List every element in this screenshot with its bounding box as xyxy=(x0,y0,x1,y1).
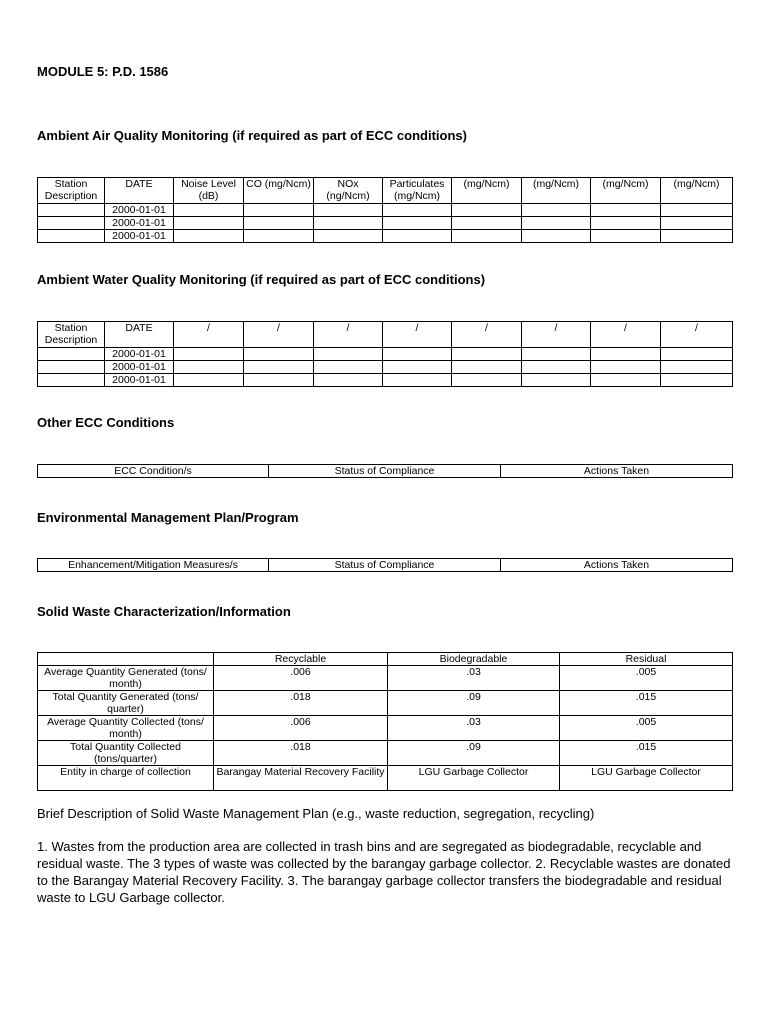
row-label: Total Quantity Generated (tons/ quarter) xyxy=(38,691,214,716)
residual-cell: LGU Garbage Collector xyxy=(560,766,733,791)
ecc-table xyxy=(37,464,733,478)
water-header-cell: / xyxy=(314,322,383,348)
water-header-cell: / xyxy=(452,322,522,348)
emp-header-row xyxy=(38,559,733,572)
ecc-header-row xyxy=(38,465,733,478)
water-quality-table xyxy=(37,321,733,387)
water-header-cell: DATE xyxy=(105,322,174,348)
air-header-cell: Station Description xyxy=(38,178,105,204)
table-row xyxy=(38,741,733,766)
waste-header-cell: Residual xyxy=(560,653,733,666)
air-quality-table xyxy=(37,177,733,243)
water-header-cell: / xyxy=(661,322,733,348)
table-row xyxy=(38,204,733,217)
row-label: Entity in charge of collection xyxy=(38,766,214,791)
table-row xyxy=(38,374,733,387)
recyclable-cell: .006 xyxy=(214,716,388,741)
table-row xyxy=(38,766,733,791)
date-cell: 2000-01-01 xyxy=(105,230,174,243)
residual-cell: .015 xyxy=(560,691,733,716)
water-quality-heading: Ambient Water Quality Monitoring (if required as part of ECC conditions) xyxy=(37,272,486,287)
table-row xyxy=(38,691,733,716)
ecc-header-cell: Actions Taken xyxy=(501,465,733,478)
table-row xyxy=(38,217,733,230)
water-header-row xyxy=(38,322,733,348)
table-row xyxy=(38,348,733,361)
table-row xyxy=(38,666,733,691)
ecc-heading: Other ECC Conditions xyxy=(37,415,175,430)
date-cell: 2000-01-01 xyxy=(105,361,174,374)
waste-heading: Solid Waste Characterization/Information xyxy=(37,604,291,619)
biodegradable-cell: .03 xyxy=(388,716,560,741)
water-header-cell: / xyxy=(174,322,244,348)
date-cell: 2000-01-01 xyxy=(105,374,174,387)
emp-header-cell: Status of Compliance xyxy=(269,559,501,572)
plan-body: 1. Wastes from the production area are collected in trash bins and are segregated as biodegradable, recyclable and residual waste. The 3 types of waste was collected by the barangay garbage collector. 2. Recyclable wastes are donated to the Barangay Material Recovery Facility. 3. The barangay garbage collector transfers the biodegradable and residual waste to LGU Garbage collector. xyxy=(37,839,731,905)
air-header-cell: (mg/Ncm) xyxy=(522,178,591,204)
table-row xyxy=(38,716,733,741)
waste-table xyxy=(37,652,733,791)
waste-header-row xyxy=(38,653,733,666)
table-row xyxy=(38,230,733,243)
recyclable-cell: Barangay Material Recovery Facility xyxy=(214,766,388,791)
date-cell: 2000-01-01 xyxy=(105,348,174,361)
ecc-header-cell: Status of Compliance xyxy=(269,465,501,478)
air-header-cell: CO (mg/Ncm) xyxy=(244,178,314,204)
water-header-cell: / xyxy=(522,322,591,348)
air-quality-heading: Ambient Air Quality Monitoring (if required as part of ECC conditions) xyxy=(37,128,467,143)
row-label: Total Quantity Collected (tons/quarter) xyxy=(38,741,214,766)
biodegradable-cell: .09 xyxy=(388,691,560,716)
air-header-cell: (mg/Ncm) xyxy=(452,178,522,204)
ecc-header-cell: ECC Condition/s xyxy=(38,465,269,478)
module-title: MODULE 5: P.D. 1586 xyxy=(37,64,169,79)
plan-heading: Brief Description of Solid Waste Management Plan (e.g., waste reduction, segregation, recycling) xyxy=(37,806,595,821)
air-header-cell: Noise Level (dB) xyxy=(174,178,244,204)
row-label: Average Quantity Generated (tons/ month) xyxy=(38,666,214,691)
waste-header-cell: Recyclable xyxy=(214,653,388,666)
waste-header-cell: Biodegradable xyxy=(388,653,560,666)
biodegradable-cell: LGU Garbage Collector xyxy=(388,766,560,791)
emp-table xyxy=(37,558,733,572)
water-header-cell: / xyxy=(244,322,314,348)
emp-heading: Environmental Management Plan/Program xyxy=(37,510,299,525)
waste-header-cell xyxy=(38,653,214,666)
air-header-row xyxy=(38,178,733,204)
air-header-cell: NOx (ng/Ncm) xyxy=(314,178,383,204)
biodegradable-cell: .09 xyxy=(388,741,560,766)
water-header-cell: Station Description xyxy=(38,322,105,348)
recyclable-cell: .018 xyxy=(214,741,388,766)
table-row xyxy=(38,361,733,374)
residual-cell: .005 xyxy=(560,666,733,691)
residual-cell: .005 xyxy=(560,716,733,741)
emp-header-cell: Enhancement/Mitigation Measures/s xyxy=(38,559,269,572)
date-cell: 2000-01-01 xyxy=(105,204,174,217)
air-header-cell: Particulates (mg/Ncm) xyxy=(383,178,452,204)
water-header-cell: / xyxy=(591,322,661,348)
air-header-cell: (mg/Ncm) xyxy=(661,178,733,204)
water-header-cell: / xyxy=(383,322,452,348)
air-header-cell: DATE xyxy=(105,178,174,204)
biodegradable-cell: .03 xyxy=(388,666,560,691)
date-cell: 2000-01-01 xyxy=(105,217,174,230)
recyclable-cell: .006 xyxy=(214,666,388,691)
residual-cell: .015 xyxy=(560,741,733,766)
emp-header-cell: Actions Taken xyxy=(501,559,733,572)
recyclable-cell: .018 xyxy=(214,691,388,716)
row-label: Average Quantity Collected (tons/ month) xyxy=(38,716,214,741)
air-header-cell: (mg/Ncm) xyxy=(591,178,661,204)
